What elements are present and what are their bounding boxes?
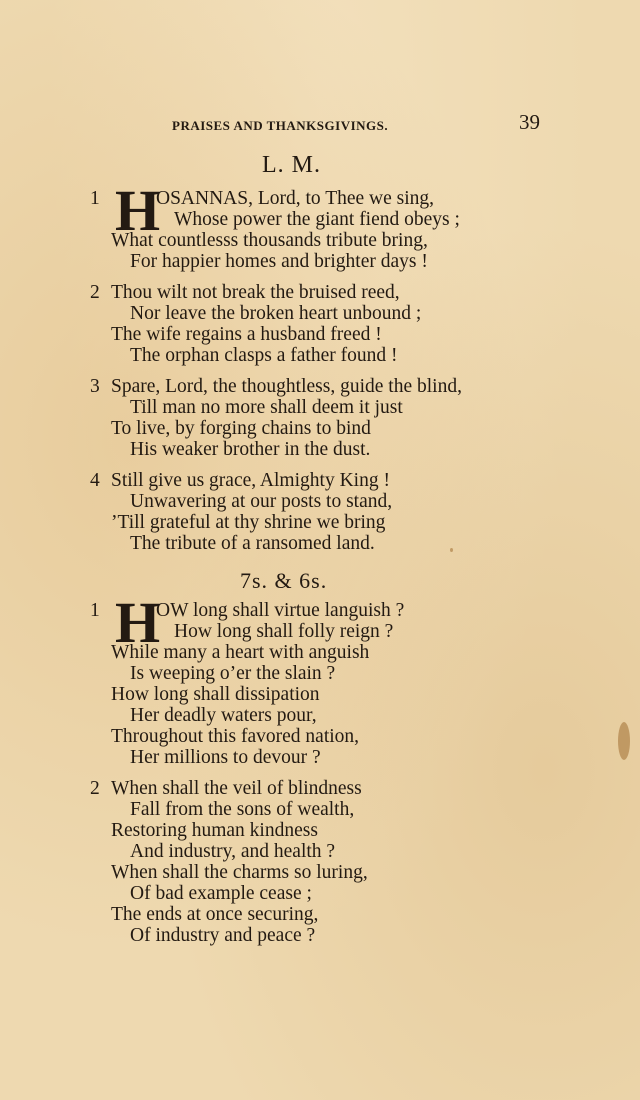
drop-cap-letter: H: [115, 178, 161, 243]
meter-heading-7s-6s: 7s. & 6s.: [240, 568, 328, 593]
hymn2-stanza-2: [90, 778, 550, 950]
hymn1-stanza-1: [90, 178, 550, 276]
verse-line: When shall the charms so luring,: [111, 862, 368, 883]
verse-line: The ends at once securing,: [111, 904, 319, 925]
verse-line: His weaker brother in the dust.: [130, 439, 371, 460]
verse-line: Fall from the sons of wealth,: [130, 799, 355, 820]
verse-line: The orphan clasps a father found !: [130, 345, 398, 366]
hymn1-stanza-2: [90, 282, 550, 370]
verse-line: Thou wilt not break the bruised reed,: [111, 282, 400, 303]
verse-line: Of bad example cease ;: [130, 883, 312, 904]
verse-line: OW long shall virtue languish ?: [156, 600, 405, 621]
verse-line: Unwavering at our posts to stand,: [130, 491, 393, 512]
verse-line: And industry, and health ?: [130, 841, 336, 862]
stanza-number: 1: [90, 188, 100, 209]
verse-line: Spare, Lord, the thoughtless, guide the blind,: [111, 376, 462, 397]
stanza-number: 2: [90, 778, 100, 799]
running-title: PRAISES AND THANKSGIVINGS.: [172, 118, 389, 133]
hymn1-stanza-4: [90, 470, 550, 558]
verse-line: Still give us grace, Almighty King !: [111, 470, 390, 491]
stanza-number: 2: [90, 282, 100, 303]
verse-line: When shall the veil of blindness: [111, 778, 362, 799]
verse-line: Till man no more shall deem it just: [130, 397, 403, 418]
verse-line: Restoring human kindness: [111, 820, 318, 841]
verse-line: How long shall dissipation: [111, 684, 320, 705]
stanza-number: 4: [90, 470, 100, 491]
hymn2-stanza-1: [90, 590, 550, 772]
verse-line: To live, by forging chains to bind: [111, 418, 371, 439]
verse-line: Nor leave the broken heart unbound ;: [130, 303, 422, 324]
verse-line: Her millions to devour ?: [130, 747, 321, 768]
verse-line: While many a heart with anguish: [111, 642, 370, 663]
verse-line: Her deadly waters pour,: [130, 705, 317, 726]
verse-line: Whose power the giant fiend obeys ;: [174, 209, 460, 230]
verse-line: Is weeping o’er the slain ?: [130, 663, 336, 684]
paper-stain: [618, 722, 630, 760]
verse-line: For happier homes and brighter days !: [130, 251, 428, 272]
hymn1-stanza-3: [90, 376, 550, 464]
verse-line: Throughout this favored nation,: [111, 726, 360, 747]
stanza-number: 1: [90, 600, 100, 621]
verse-line: ’Till grateful at thy shrine we bring: [111, 512, 386, 533]
stanza-number: 3: [90, 376, 100, 397]
verse-line: The wife regains a husband freed !: [111, 324, 382, 345]
verse-line: Of industry and peace ?: [130, 925, 316, 946]
verse-line: How long shall folly reign ?: [174, 621, 394, 642]
page-number: 39: [519, 110, 540, 134]
drop-cap-letter: H: [115, 590, 161, 655]
verse-line: What countlesss thousands tribute bring,: [111, 230, 428, 251]
meter-heading-lm: L. M.: [262, 152, 321, 178]
verse-line: OSANNAS, Lord, to Thee we sing,: [156, 188, 435, 209]
verse-line: The tribute of a ransomed land.: [130, 533, 375, 554]
